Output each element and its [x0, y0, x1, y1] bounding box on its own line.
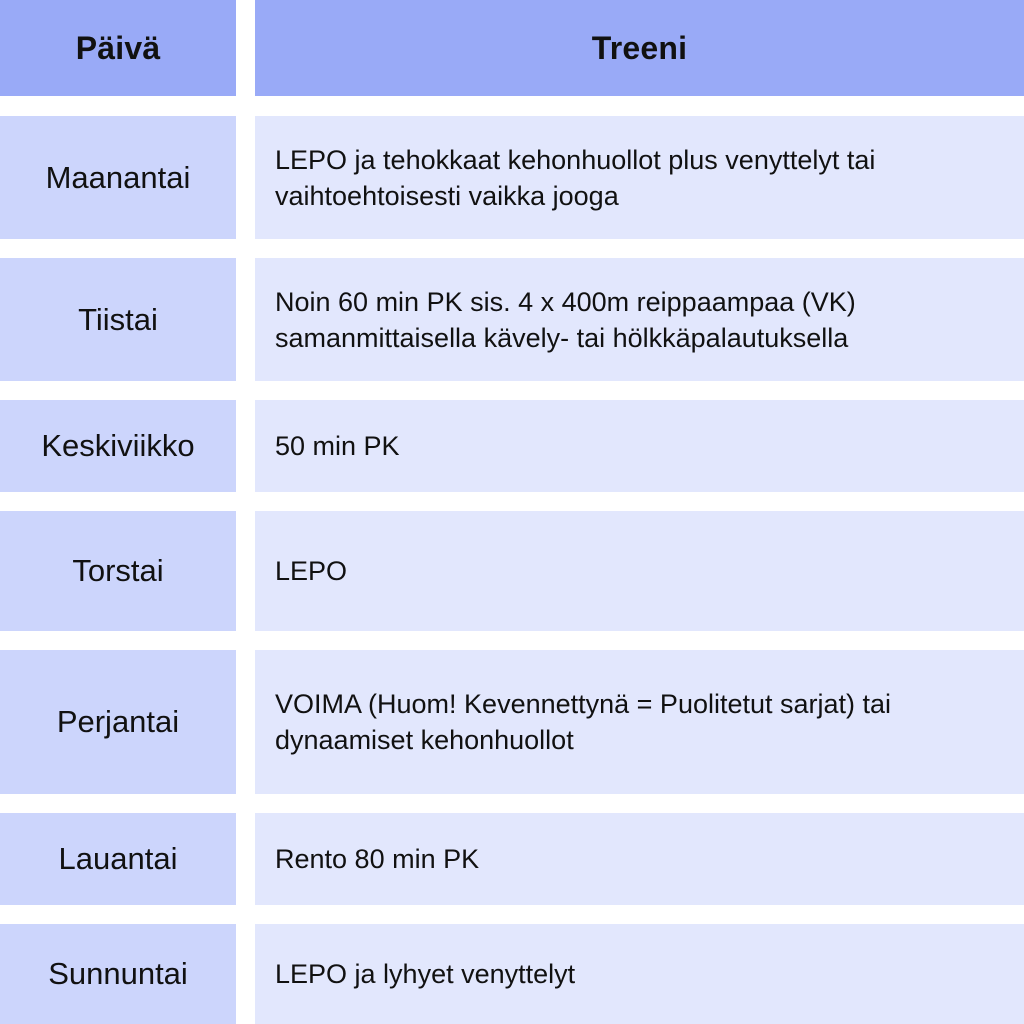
day-label: Keskiviikko	[41, 428, 195, 463]
day-cell	[0, 813, 236, 905]
header-day-label: Päivä	[75, 29, 161, 66]
day-label: Lauantai	[58, 841, 178, 876]
workout-text: VOIMA (Huom! Kevennettynä = Puolitetut sarjat) tai dynaamiset kehonhuollot	[275, 689, 892, 755]
workout-cell	[255, 924, 1024, 1024]
day-cell	[0, 924, 236, 1024]
workout-text: Noin 60 min PK sis. 4 x 400m reippaampaa (VK) samanmittaisella kävely- tai hölkkäpalautuksella	[275, 286, 856, 353]
day-label: Torstai	[72, 553, 164, 588]
workout-cell	[255, 511, 1024, 631]
workout-cell	[255, 116, 1024, 239]
day-cell	[0, 258, 236, 381]
workout-text: 50 min PK	[275, 431, 400, 461]
workout-cell	[255, 650, 1024, 794]
day-cell	[0, 116, 236, 239]
workout-cell	[255, 258, 1024, 381]
workout-cell	[255, 400, 1024, 492]
day-cell	[0, 400, 236, 492]
day-label: Tiistai	[78, 301, 158, 337]
day-label: Sunnuntai	[48, 956, 188, 991]
day-cell	[0, 650, 236, 794]
workout-text: LEPO ja tehokkaat kehonhuollot plus venyttelyt tai vaihtoehtoisesti vaikka jooga	[275, 144, 876, 211]
header-workout	[255, 0, 1024, 96]
workout-text: Rento 80 min PK	[275, 844, 480, 874]
workout-text: LEPO ja lyhyet venyttelyt	[275, 959, 576, 989]
header-day	[0, 0, 236, 96]
day-cell	[0, 511, 236, 631]
header-workout-label: Treeni	[591, 29, 688, 66]
workout-text: LEPO	[275, 556, 348, 586]
day-label: Maanantai	[45, 159, 191, 195]
day-label: Perjantai	[56, 704, 180, 739]
workout-cell	[255, 813, 1024, 905]
